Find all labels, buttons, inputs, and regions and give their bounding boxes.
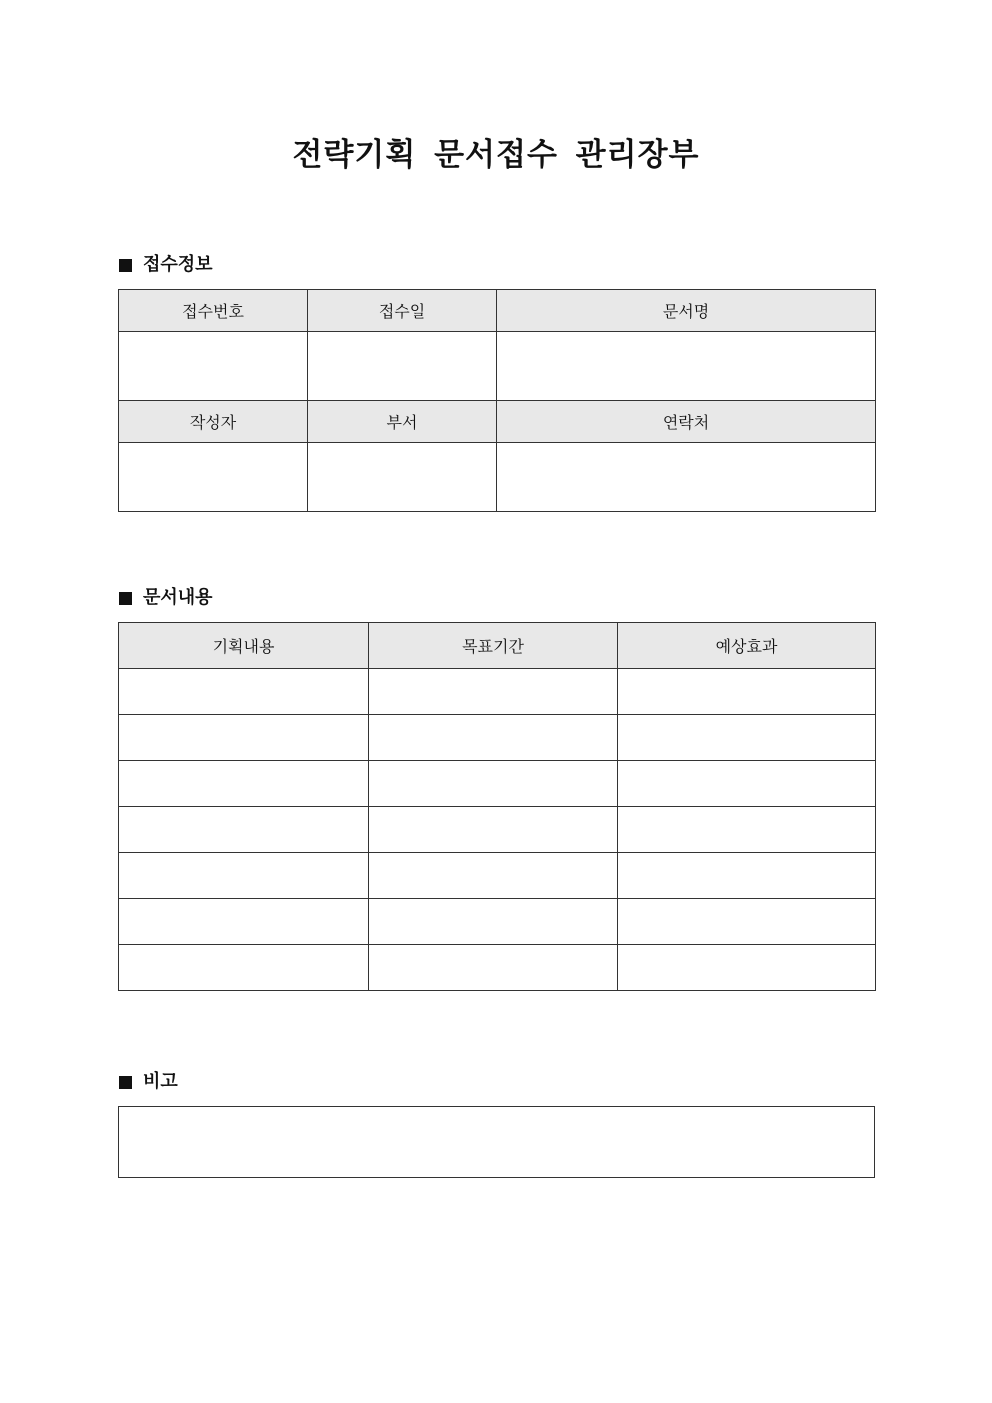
table-header-row [119, 623, 876, 669]
cell-target-period[interactable] [369, 945, 618, 991]
table-row [119, 715, 876, 761]
table-row [119, 807, 876, 853]
section-heading-label: 접수정보 [143, 254, 213, 275]
cell-plan-content[interactable] [119, 899, 369, 945]
cell-plan-content[interactable] [119, 945, 369, 991]
cell-receipt-date[interactable] [308, 332, 497, 401]
table-row [119, 669, 876, 715]
section-heading-document-content [119, 586, 213, 610]
cell-expected-effect[interactable] [618, 945, 876, 991]
cell-expected-effect[interactable] [618, 761, 876, 807]
cell-target-period[interactable] [369, 853, 618, 899]
square-icon [119, 259, 132, 272]
cell-contact[interactable] [497, 443, 876, 512]
cell-document-name[interactable] [497, 332, 876, 401]
table-row [119, 332, 876, 401]
square-icon [119, 592, 132, 605]
cell-target-period[interactable] [369, 899, 618, 945]
header-department: 부서 [308, 401, 497, 443]
cell-plan-content[interactable] [119, 715, 369, 761]
remarks-box[interactable] [118, 1106, 875, 1178]
table-header-row [119, 290, 876, 332]
cell-plan-content[interactable] [119, 853, 369, 899]
cell-expected-effect[interactable] [618, 715, 876, 761]
cell-expected-effect[interactable] [618, 899, 876, 945]
cell-target-period[interactable] [369, 669, 618, 715]
header-document-name: 문서명 [497, 290, 876, 332]
table-header-row [119, 401, 876, 443]
cell-author[interactable] [119, 443, 308, 512]
header-contact: 연락처 [497, 401, 876, 443]
cell-expected-effect[interactable] [618, 853, 876, 899]
cell-plan-content[interactable] [119, 807, 369, 853]
header-author: 작성자 [119, 401, 308, 443]
cell-receipt-number[interactable] [119, 332, 308, 401]
section-heading-label: 비고 [143, 1071, 178, 1092]
cell-expected-effect[interactable] [618, 807, 876, 853]
cell-department[interactable] [308, 443, 497, 512]
header-expected-effect: 예상효과 [618, 623, 876, 669]
header-plan-content: 기획내용 [119, 623, 369, 669]
header-receipt-date: 접수일 [308, 290, 497, 332]
document-content-table [118, 622, 876, 991]
section-heading-label: 문서내용 [143, 587, 213, 608]
header-target-period: 목표기간 [369, 623, 618, 669]
section-heading-receipt-info [119, 253, 213, 277]
receipt-info-table [118, 289, 876, 512]
table-row [119, 899, 876, 945]
table-row [119, 761, 876, 807]
cell-target-period[interactable] [369, 807, 618, 853]
table-row [119, 853, 876, 899]
table-row [119, 443, 876, 512]
cell-plan-content[interactable] [119, 761, 369, 807]
section-heading-remarks [119, 1070, 178, 1094]
header-receipt-number: 접수번호 [119, 290, 308, 332]
cell-plan-content[interactable] [119, 669, 369, 715]
cell-expected-effect[interactable] [618, 669, 876, 715]
page-title: 전략기획 문서접수 관리장부 [292, 137, 700, 173]
cell-target-period[interactable] [369, 715, 618, 761]
cell-target-period[interactable] [369, 761, 618, 807]
square-icon [119, 1076, 132, 1089]
table-row [119, 945, 876, 991]
